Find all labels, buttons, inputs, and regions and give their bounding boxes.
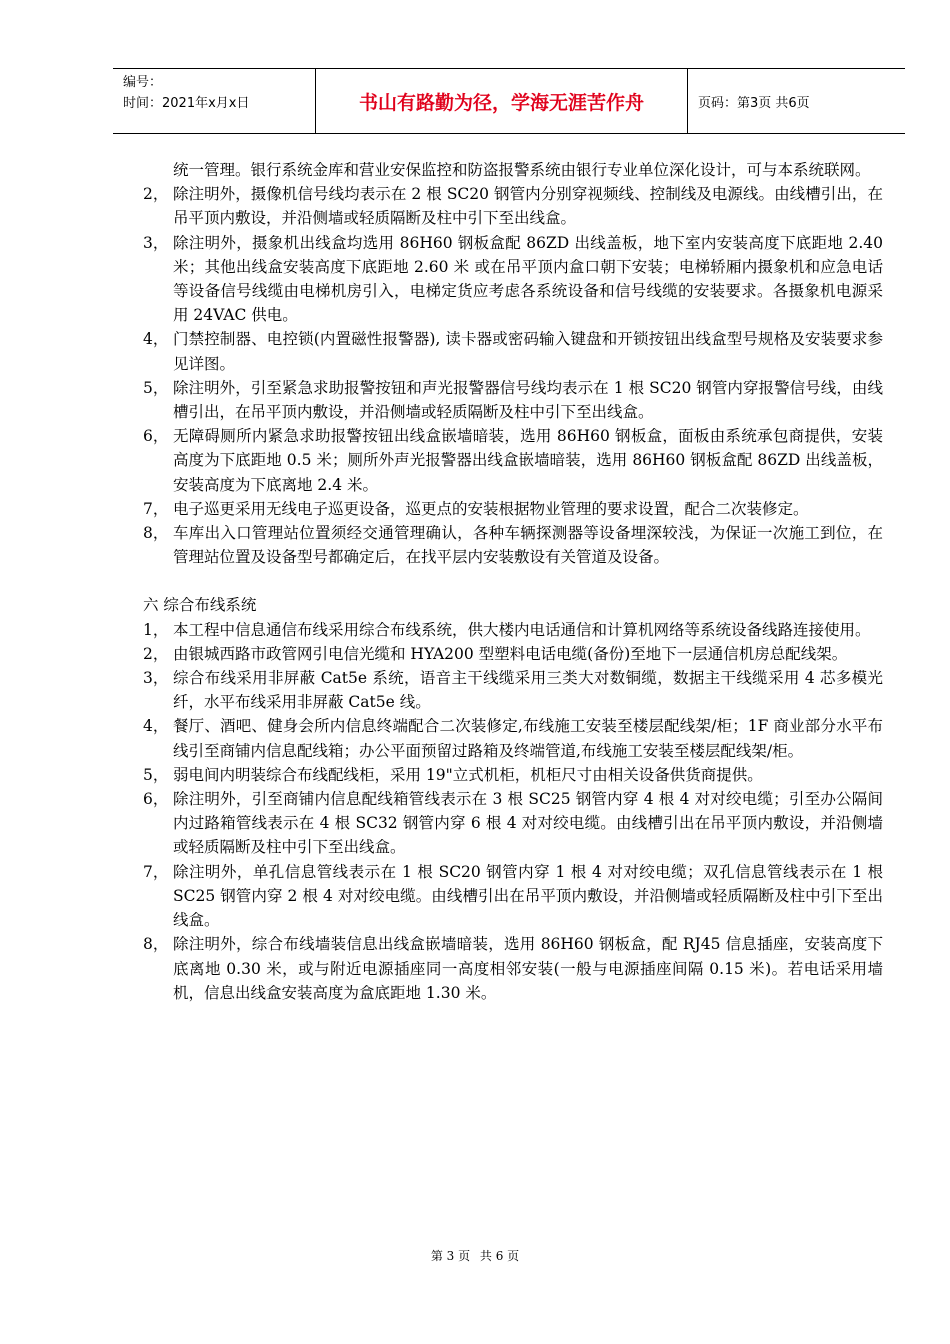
section-heading: 六 综合布线系统 (143, 596, 257, 615)
cabling-items-list (143, 618, 883, 1005)
page-header (113, 68, 905, 134)
list-item: 5， 除注明外，引至紧急求助报警按钮和声光报警器信号线均表示在 1 根 SC20 钢管内穿报警信号线，由线槽引出，在吊平顶内敷设，并沿侧墙或轻质隔断及柱中引下至出线盒。 (143, 378, 883, 422)
list-item: 4， 餐厅、酒吧、健身会所内信息终端配合二次装修定,布线施工安装至楼层配线架/柜；1F 商业部分水平布线引至商铺内信息配线箱；办公平面预留过路箱及终端管道,布线施工安装至楼层配线架/柜。 (143, 717, 883, 760)
header-page-info: 页码：第3页 共6页 (698, 95, 810, 111)
list-item: 3， 除注明外，摄象机出线盒均选用 86H60 钢板盒配 86ZD 出线盖板，地下室内安装高度下底距地 2.40 米；其他出线盒安装高度下底距地 2.60 米 或在吊平顶内盒口朝下安装；电梯轿厢内摄象机和应急电话等设备信号线缆由电梯机房引入，电梯定货应考虑各系统设备和信号线缆的安装要求。各摄象机电源采用 24VAC 供电。 (143, 233, 883, 325)
list-item: 5， 弱电间内明装综合布线配线柜，采用 19"立式机柜，机柜尺寸由相关设备供货商提供。 (143, 765, 763, 784)
header-motto: 书山有路勤为径，学海无涯苦作舟 (316, 69, 688, 133)
header-meta (113, 69, 316, 133)
list-item: 8， 除注明外，综合布线墙装信息出线盒嵌墙暗装，选用 86H60 钢板盒，配 RJ45 信息插座，安装高度下底离地 0.30 米，或与附近电源插座同一高度相邻安装(一般与电源插座间隔 0.15 米)。若电话采用墙机，信息出线盒安装高度为盒底距地 1.30 米。 (143, 935, 883, 1002)
security-items-list (143, 182, 883, 569)
footer-page-total: 共 6 页 (479, 1249, 520, 1263)
list-item: 6， 无障碍厕所内紧急求助报警按钮出线盒嵌墙暗装，选用 86H60 钢板盒，面板由系统承包商提供，安装高度为下底距地 0.5 米；厕所外声光报警器出线盒嵌墙暗装，选用 86H60 钢板盒配 86ZD 出线盖板，安装高度为下底离地 2.4 米。 (143, 427, 883, 494)
footer-page-number: 第 3 页 (430, 1249, 471, 1263)
document-number-label: 编号： (123, 75, 163, 90)
list-item: 2， 除注明外，摄像机信号线均表示在 2 根 SC20 钢管内分别穿视频线、控制线及电源线。由线槽引出，在吊平顶内敷设，并沿侧墙或轻质隔断及柱中引下至出线盒。 (143, 185, 883, 228)
list-item: 4， 门禁控制器、电控锁(内置磁性报警器), 读卡器或密码输入键盘和开锁按钮出线盒型号规格及安装要求参见详图。 (143, 330, 883, 373)
page-footer (0, 1247, 950, 1264)
list-item: 7， 除注明外，单孔信息管线表示在 1 根 SC20 钢管内穿 1 根 4 对对绞电缆；双孔信息管线表示在 1 根 SC25 钢管内穿 2 根 4 对对绞电缆。由线槽引出在吊平顶内敷设，并沿侧墙或轻质隔断及柱中引下至出线盒。 (143, 862, 883, 930)
paragraph-continuation: 统一管理。银行系统金库和营业安保监控和防盗报警系统由银行专业单位深化设计，可与本系统联网。 (173, 161, 871, 179)
document-body (143, 158, 883, 1005)
list-item: 3， 综合布线采用非屏蔽 Cat5e 系统，语音主干线缆采用三类大对数铜缆，数据主干线缆采用 4 芯多模光纤，水平布线采用非屏蔽 Cat5e 线。 (143, 669, 883, 712)
list-item: 8， 车库出入口管理站位置须经交通管理确认，各种车辆探测器等设备埋深较浅，为保证一次施工到位，在管理站位置及设备型号都确定后，在找平层内安装敷设有关管道及设备。 (143, 524, 883, 567)
document-time-label: 时间：2021年x月x日 (123, 96, 250, 111)
list-item: 7， 电子巡更采用无线电子巡更设备，巡更点的安装根据物业管理的要求设置，配合二次装修定。 (143, 499, 809, 518)
list-item: 2， 由银城西路市政管网引电信光缆和 HYA200 型塑料电话电缆(备份)至地下一层通信机房总配线架。 (143, 644, 848, 663)
list-item: 1， 本工程中信息通信布线采用综合布线系统，供大楼内电话通信和计算机网络等系统设备线路连接使用。 (143, 620, 871, 639)
list-item: 6， 除注明外，引至商铺内信息配线箱管线表示在 3 根 SC25 钢管内穿 4 根 4 对对绞电缆；引至办公隔间内过路箱管线表示在 4 根 SC32 钢管内穿 6 根 4 对对绞电缆。由线槽引出在吊平顶内敷设，并沿侧墙或轻质隔断及柱中引下至出线盒。 (143, 790, 883, 857)
